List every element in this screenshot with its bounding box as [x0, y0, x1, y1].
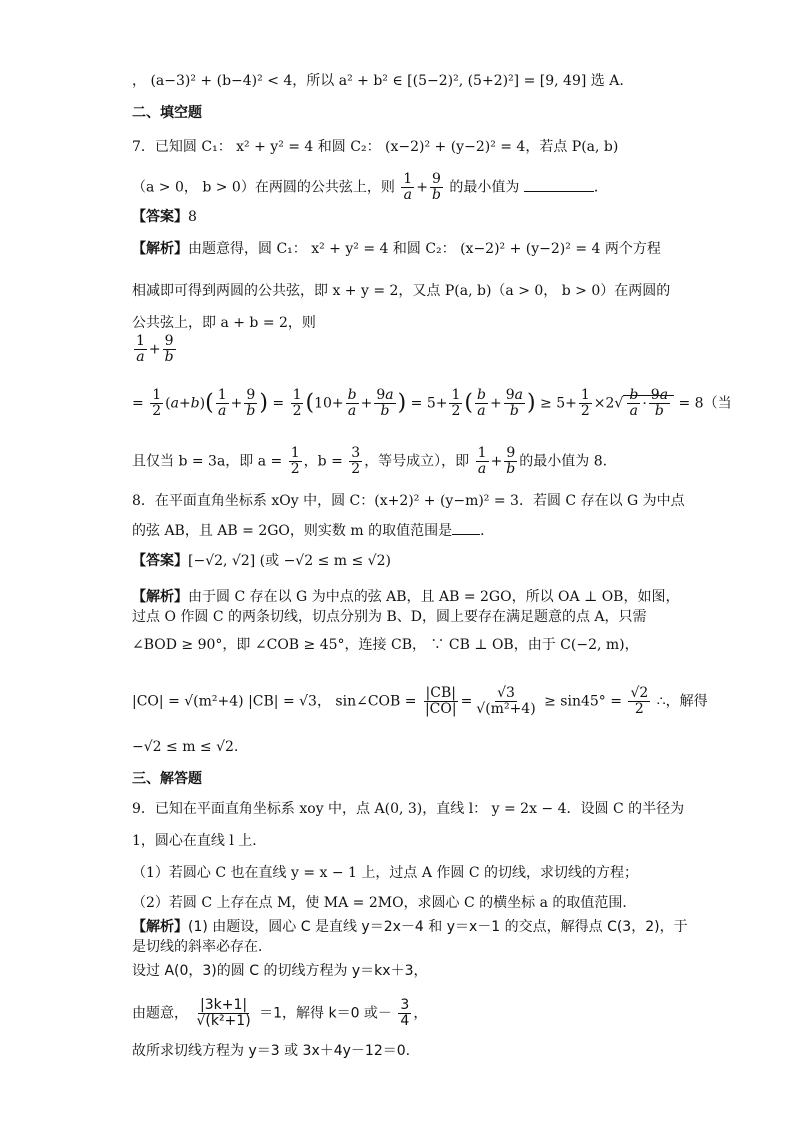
- q7-answer-blank: [524, 179, 594, 192]
- section-title-fill-blank: 二、填空题: [132, 105, 202, 121]
- q7-stem-line2: （a > 0， b > 0）在两圆的公共弦上，则 $\frac{1}{a}$ + $\frac{9}{b}$ 的最小值为 ．: [132, 171, 608, 203]
- q8-stem1: 在平面直角坐标系 xOy 中，圆 C：(x+2)² + (y−m)² = 3．若圆 C 存在以 G 为中点: [154, 493, 685, 509]
- q7-frac-9-b: $\frac{9}{b}$: [431, 171, 441, 203]
- prev-formula: (a−3)² + (b−4)² < 4，所以 a² + b² ∈ [(5−2)², (5+2)²] = [9, 49]: [150, 73, 587, 89]
- q9-stem-line1: 9．已知在平面直角坐标系 xoy 中，点 A(0, 3)，直线 l： y = 2x − 4．设圆 C 的半径为: [132, 801, 685, 817]
- q7-condition-line: 且仅当 b = 3a，即 a = $\frac{1}{2}$ ，b = $\frac{3}{2}$ ，等号成立），即 $\frac{1}{a}$ + $\frac{9}{b}$ 的最小值为 8.: [132, 445, 608, 477]
- q7-stem-line1: [132, 138, 618, 156]
- q7-analysis1: 由题意得，圆 C₁： x² + y² = 4 和圆 C₂： (x−2)² + (y−2)² = 4 两个方程: [188, 241, 661, 257]
- q7-analysis-line3: 公共弦上，即 a + b = 2，则: [132, 315, 316, 331]
- q8-stem-line2: 的弦 AB，且 AB = 2GO，则实数 m 的取值范围是 ．: [132, 523, 495, 539]
- q7-main-equation: = $\frac{1}{2}$ (a+b)( $\frac{1}{a}$ + $\frac{9}{b}$ ) = $\frac{1}{2}$ (10+ $\frac{b}{a}$ + $\frac{9a}{b}$ ) = 5+ $\frac{1}{2}$ ( $\frac{b}{a}$ + $\frac{9a}{b}$ ) ≥ 5+ $\frac{1}{2}$ ×2√ $\frac{b}{a}$ · $\frac{9a}{b}$ = 8（当: [132, 387, 732, 419]
- q7-analysis-line2: 相减即可得到两圆的公共弦，即 x + y = 2，又点 P(a, b)（a > 0， b > 0）在两圆的: [132, 283, 671, 299]
- q8-number: 8．: [132, 493, 155, 509]
- q8-analysis-line2: 过点 O 作圆 C 的两条切线，切点分别为 B、D，圆上要存在满足题意的点 A，只需: [132, 609, 647, 625]
- q9-part2: （2）若圆 C 上存在点 M，使 MA = 2MO，求圆心 C 的横坐标 a 的取值范围．: [132, 895, 637, 911]
- prev-prefix: ，: [132, 73, 146, 89]
- section-title-solutions: 三、解答题: [132, 771, 202, 787]
- q8-answer: [−√2, √2] (或 −√2 ≤ m ≤ √2): [188, 553, 391, 569]
- q7-analysis-label: 【解析】: [132, 241, 188, 257]
- q7-analysis-line1: [132, 240, 661, 258]
- prev-tail: 选 A.: [590, 73, 624, 89]
- q9-analysis-line4: 由题意， $\frac{|3k+1|}{\text{√(k²+1)}}$ ＝1，解得 k＝0 或－ $\frac{3}{4}$ ，: [132, 997, 428, 1029]
- q9-analysis-line2: 是切线的斜率必存在．: [132, 939, 272, 955]
- q7-stem2b: 的最小值为: [449, 179, 520, 196]
- q7-stem2a: （a > 0， b > 0）在两圆的公共弦上，则: [132, 179, 395, 196]
- q9-analysis-line1: 【解析】(1) 由题设，圆心 C 是直线 y＝2x－4 和 y＝x－1 的交点，解得点 C(3，2)，于: [132, 919, 688, 935]
- q7-eq-tail: = 8（当: [678, 395, 732, 412]
- q9-analysis-line3: 设过 A(0，3)的圆 C 的切线方程为 y＝kx＋3，: [132, 963, 428, 979]
- q8-answer-blank: [452, 522, 480, 535]
- q8-analysis-line3: ∠BOD ≥ 90°，即 ∠COB ≥ 45°，连接 CB， ∵ CB ⊥ OB，由于 C(−2, m)，: [132, 637, 639, 653]
- q7-answer-label: 【答案】: [132, 209, 188, 225]
- q7-frac-1-a: $\frac{1}{a}$: [403, 171, 413, 203]
- q7-stem1: 已知圆 C₁： x² + y² = 4 和圆 C₂： (x−2)² + (y−2)² = 4，若点 P(a, b): [154, 139, 619, 155]
- q8-analysis-line4: |CO| = √(m²+4) |CB| = √3， sin∠COB = $\frac{|CB|}{|CO|}$ = $\frac{√3}{\text{√(m²+4)}}$ ≥ sin45° = $\frac{√2}{2}$ ∴，解得: [132, 685, 708, 717]
- q8-stem-line1: [132, 492, 685, 510]
- q7-expr-frac: $\frac{1}{a}$ + $\frac{9}{b}$: [136, 333, 174, 365]
- q8-analysis-line1: 【解析】由于圆 C 存在以 G 为中点的弦 AB，且 AB = 2GO，所以 OA ⊥ OB，如图，: [132, 589, 680, 605]
- q8-answer-line: 【答案】[−√2, √2] (或 −√2 ≤ m ≤ √2): [132, 553, 391, 569]
- q8-analysis-line5: −√2 ≤ m ≤ √2.: [132, 739, 239, 755]
- q7-answer-line: [132, 208, 197, 226]
- q9-part1: （1）若圆心 C 也在直线 y = x − 1 上，过点 A 作圆 C 的切线，求切线的方程；: [132, 865, 639, 881]
- q9-analysis-line5: 故所求切线方程为 y＝3 或 3x＋4y－12＝0.: [132, 1043, 411, 1059]
- q7-answer: 8: [188, 209, 197, 225]
- q9-stem-line2: 1，圆心在直线 l 上．: [132, 833, 267, 849]
- prev-answer-line: [132, 72, 624, 90]
- q7-number: 7．: [132, 139, 155, 155]
